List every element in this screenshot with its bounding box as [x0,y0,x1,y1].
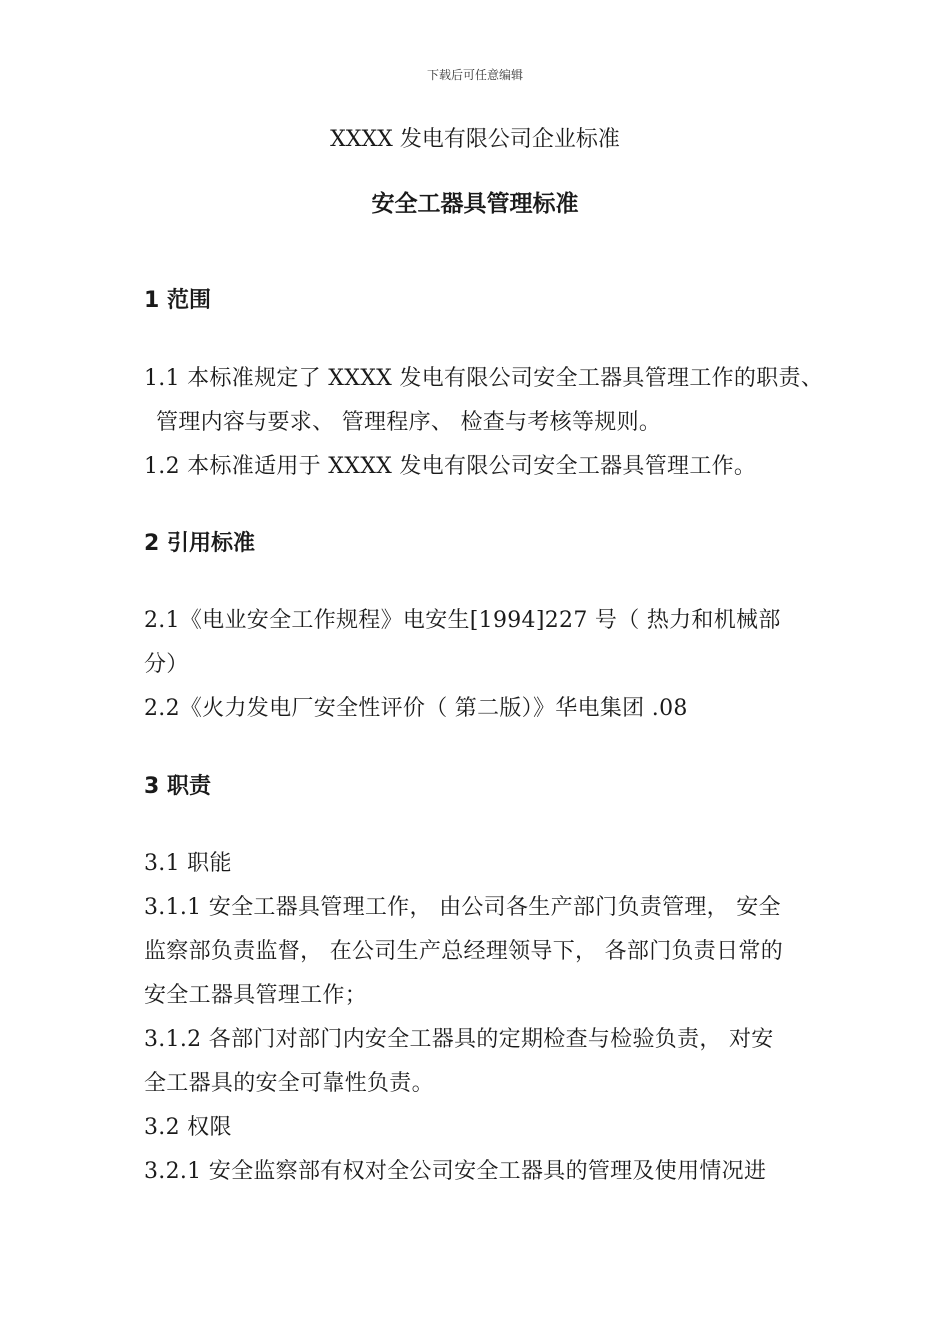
paragraph-2-1 [144,599,816,687]
paragraph-line: 分） [144,652,189,677]
section-3-body [144,842,816,1194]
paragraph-line: 1.2 本标准适用于 XXXX 发电有限公司安全工器具管理工作。 [144,454,757,479]
section-2-heading-block [144,529,816,559]
paragraph-line: 全工器具的安全可靠性负责。 [144,1071,434,1096]
paragraph-line: 管理内容与要求、 管理程序、 检查与考核等规则。 [156,410,662,435]
paragraph-line: 2.1《电业安全工作规程》电安生[1994]227 号（ 热力和机械部 [144,608,781,633]
section-2-body [144,599,816,731]
paragraph-3-2-1 [144,1150,816,1194]
section-heading-scope: 1 范围 [144,288,211,313]
section-1-heading-block [144,286,816,316]
paragraph-3-2 [144,1106,816,1150]
paragraph-line: 3.1.1 安全工器具管理工作， 由公司各生产部门负责管理， 安全 [144,895,781,920]
paragraph-line: 监察部负责监督， 在公司生产总经理领导下， 各部门负责日常的 [144,939,783,964]
section-heading-responsibilities: 3 职责 [144,774,211,799]
paragraph-1-2 [144,445,816,489]
document-main-title: 安全工器具管理标准 [371,191,579,217]
paragraph-line: 2.2《火力发电厂安全性评价（ 第二版）》华电集团 .08 [144,696,688,721]
paragraph-line: 安全工器具管理工作； [144,983,368,1008]
paragraph-3-1-2 [144,1018,816,1106]
paragraph-line: 3.1.2 各部门对部门内安全工器具的定期检查与检验负责， 对安 [144,1027,774,1052]
paragraph-line: 3.1 职能 [144,851,232,876]
section-3-heading-block [144,772,816,802]
paragraph-line: 1.1 本标准规定了 XXXX 发电有限公司安全工器具管理工作的职责、 [144,366,824,391]
section-1-body [144,357,824,489]
paragraph-2-2 [144,687,816,731]
paragraph-3-1 [144,842,816,886]
paragraph-line: 3.2 权限 [144,1115,232,1140]
document-org-title: XXXX 发电有限公司企业标准 [330,127,620,152]
paragraph-3-1-1 [144,886,816,1018]
paragraph-line: 3.2.1 安全监察部有权对全公司安全工器具的管理及使用情况进 [144,1159,767,1184]
page-header-note: 下载后可任意编辑 [426,68,523,82]
paragraph-1-1 [144,357,824,445]
section-heading-references: 2 引用标准 [144,531,255,556]
